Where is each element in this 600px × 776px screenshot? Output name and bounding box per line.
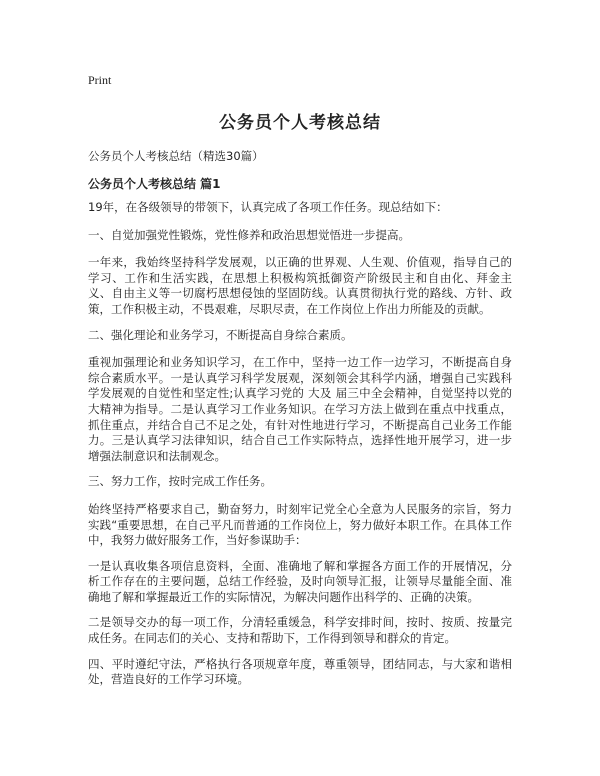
intro-paragraph: 19年，在各级领导的带领下，认真完成了各项工作任务。现总结如下： — [88, 200, 448, 214]
body-paragraph-2: 重视加强理论和业务知识学习，在工作中，坚持一边工作一边学习，不断提高自身综合素质水平。一是认真学习科学发展观，深刻领会其科学内涵，增强自己实践科学发展观的自觉性和坚定性;认真学习党的 大及 届三中全会精神，自觉坚持以党的大精神为指导。二是认真学习工作业务知识。在学习方法上做到在重点中找重点，抓住重点，并结合自己不足之处，有针对性地进行学习，不断提高自己业务工作能力。三是认真学习法律知识，结合自己工作实际特点，选择性地开展学习，进一步增强法制意识和法制观念。 — [88, 355, 512, 463]
print-link[interactable]: Print — [88, 73, 112, 87]
heading-paragraph-2: 二、强化理论和业务学习，不断提高自身综合素质。 — [88, 327, 353, 342]
body-paragraph-4: 一是认真收集各项信息资料，全面、准确地了解和掌握各方面工作的开展情况，分析工作存在的主要问题，总结工作经验，及时向领导汇报，让领导尽量能全面、准确地了解和掌握最近工作的实际情况，为解决问题作出科学的、正确的决策。 — [88, 558, 512, 604]
body-paragraph-1: 一年来，我始终坚持科学发展观，以正确的世界观、人生观、价值观，指导自己的学习、工作和生活实践，在思想上积极构筑抵御资产阶级民主和自由化、拜金主义、自由主义等一切腐朽思想侵蚀的坚固防线。认真贯彻执行党的路线、方针、政策，工作积极主动，不畏艰难，尽职尽责，在工作岗位上作出力所能及的贡献。 — [88, 255, 512, 316]
body-paragraph-5: 二是领导交办的每一项工作，分清轻重缓急，科学安排时间，按时、按质、按量完成任务。在同志们的关心、支持和帮助下，工作得到领导和群众的肯定。 — [88, 615, 512, 646]
section-heading: 公务员个人考核总结 篇1 — [88, 177, 221, 191]
heading-paragraph-1: 一、自觉加强党性锻炼，党性修养和政治思想觉悟进一步提高。 — [88, 227, 410, 242]
body-paragraph-6: 四、平时遵纪守法，严格执行各项规章年度，尊重领导，团结同志，与大家和谐相处，营造良好的工作学习环境。 — [88, 656, 512, 687]
heading-paragraph-3: 三、努力工作，按时完成工作任务。 — [88, 474, 272, 489]
document-subtitle: 公务员个人考核总结（精选30篇） — [88, 149, 264, 163]
body-paragraph-3: 始终坚持严格要求自己，勤奋努力，时刻牢记党全心全意为人民服务的宗旨，努力实践“重要思想，在自己平凡而普通的工作岗位上，努力做好本职工作。在具体工作中，我努力做好服务工作，当好参谋助手： — [88, 501, 512, 548]
page-title: 公务员个人考核总结 — [219, 113, 381, 133]
